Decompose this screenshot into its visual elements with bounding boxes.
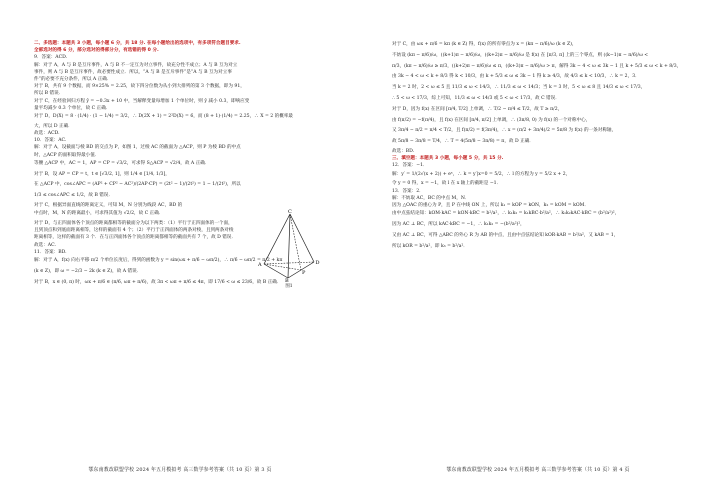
label-c: C xyxy=(288,209,292,215)
text-line: 对于 B，x ∈ (0, π) 时，ωx + π/6 ∈ (π/6, ωπ + π/6)，故 3π < ωπ + π/6 ≤ 4π，即 17/6 < ω ≤ 23/6，故 B 正确． xyxy=(34,279,282,285)
label-d: D xyxy=(315,260,320,266)
text-line: 9．答案：ACD. xyxy=(34,55,68,61)
text-line: 故选：BD. xyxy=(392,148,415,154)
edge-cd xyxy=(290,214,314,262)
text-line: 件”的必要不充分条件，所以 A 正确． xyxy=(34,77,112,83)
text-line: 解：不妨取 AC，BC 的中点 M，N． xyxy=(392,195,470,201)
text-line: 时，△ACP 的面积取得最小值． xyxy=(34,152,100,158)
text-line: 全部选对的得 6 分，部分选对的得部分分，有选错的得 0 分. xyxy=(34,48,159,54)
page-footer-left: 鄂东南教改联盟学校 2024 年五月模拟考 高三数学参考答案（共 10 页）第 3 页 xyxy=(88,467,272,473)
text-line: 11．答案：BD. xyxy=(34,249,67,255)
text-line: 对于 C，在经验回归方程 ŷ = −0.3x + 10 中，当解释变量每增加 1 个单位时，则 ŷ 减小 0.3，即响应变 xyxy=(34,98,250,104)
segment-cp xyxy=(290,214,301,270)
tetrahedron-figure xyxy=(258,208,320,288)
text-line: 10．答案：AC. xyxy=(34,138,67,144)
text-line: π/3，(kπ − π/6)/ω ≥ π/3，((k+2)π − π/6)/ω ≤ π，((k+3)π − π/6)/ω > π，解得 3k − 4 < ω ≤ 3k − 1 且 k + 5/3 ≤ ω < k + 8/3， xyxy=(392,63,682,69)
text-line: 13．答案：2． xyxy=(392,188,424,194)
text-line: 由中点弦结论知：kOM·kAC = kON·kBC = b²/a²，∴ k₁k₂ = k₁kBC·b²/a²，∴ k₁k₂kAC·kBC = (b²/a²)²， xyxy=(392,211,620,217)
figure-caption: 图1 xyxy=(285,284,293,289)
text-line: 解：对于 A，f(x) 向右平移 π/2 个单位长度后，得到的函数为 y = sin(ωx + π/6 − ωπ/2)，∴ π/6 − ωπ/2 = π/2 + kπ xyxy=(34,258,283,264)
text-line: 又由 AC ⊥ BC，可得 △ABC 的外心 R 为 AB 的中点，且由中点弦结论知 kOR·kAB = b²/a²，又 kAB = 1， xyxy=(392,232,619,238)
text-line: 因为 △OAC 的重心为 P，且 P 在中线 ON 上，所以 k₁ = kOP = kON，k₂ = kOM = kOM． xyxy=(392,202,589,208)
text-line: 1/3 ≤ cos∠APC ≤ 1/2，故 B 错误． xyxy=(34,193,114,199)
text-line: 大，所以 D 正确． xyxy=(34,123,73,129)
text-line: 二、多选题：本题共 3 小题，每小题 6 分，共 18 分. 在每小题给出的选项中，有多项符合题目要求. xyxy=(34,41,241,46)
text-line: ∴ 5 < ω < 17/3，综上可知，11/3 ≤ ω < 14/3 或 5 < ω < 17/3，故 C 错误． xyxy=(392,95,560,101)
text-line: 事件，则 A 与 B 是互斥事件，故必要性成立．所以，“A 与 B 是互斥事件”是“A 与 B 互为对立事 xyxy=(34,69,232,75)
tetrahedron-diagram xyxy=(258,208,320,282)
text-line: 故选：AC. xyxy=(34,242,56,248)
label-a: A xyxy=(258,262,262,268)
text-line: (k ∈ Z)，即 ω = −2/3 − 2k (k ∈ Z)，故 A 错误． xyxy=(34,268,142,274)
text-line: 当 k = 2 时，2 < ω ≤ 5 且 11/3 ≤ ω < 14/3，∴ 11/3 ≤ ω < 14/3；当 k = 3 时，5 < ω ≤ 8 且 14/3 ≤ ω < 17/3， xyxy=(392,85,646,91)
text-line: 在 △ACP 中，cos∠APC = (AP² + CP² − AC²)/(2AP·CP) = (2t² − 1)/(2t²) = 1 − 1/(2t²)，所以 xyxy=(34,182,241,188)
page-footer-right: 鄂东南教改联盟学校 2024 年五月模拟考 高三数学参考答案（共 10 页）第 4 页 xyxy=(446,467,630,473)
text-line: 解：对于 A，设截面与棱 BD 的交点为 P，如图 1，过棱 AC 的截面为 △ACP，则 P 为棱 BD 的中点 xyxy=(34,145,241,151)
text-line: 对于 B，设 AP = CP = t，t ∈ [√3/2, 1]，则 1/4 ∈ [1/4, 1/3]， xyxy=(34,171,170,177)
text-line: 因为 AC ⊥ BC，所以 kAC·kBC = −1，∴ k₁k₂ = −(b²/a²)²， xyxy=(392,221,525,227)
text-line: 三、填空题：本题共 3 小题，每小题 5 分，共 15 分. xyxy=(392,156,504,162)
text-line: 对于 D，因为 f(x) 在区间 [π/4, T/2] 上单调，∴ T/2 − π/4 ≤ T/2，故 T ≥ π/2， xyxy=(392,106,563,112)
text-line: 由 3k − 4 < ω < k + 8/3 得 k < 10/3，由 k + 5/3 ≤ ω ≤ 3k − 1 得 k ≥ 4/3，故 4/3 ≤ k < 10/3，∴ k = 2，3． xyxy=(392,74,640,80)
text-line: 又 3π/4 − π/2 = π/4 < T/2，且 f(π/2) = f(3π/4)，∴ x = (π/2 + 3π/4)/2 = 5π/8 为 f(x) 的一条对称轴， xyxy=(392,128,617,134)
text-line: 距离相等，这样的截面有 3 个．在与正四面体各个顶点的距离都相等的截面共有 7 个，故 D 错误． xyxy=(34,235,237,241)
text-line: 对于 D，D(X) = 8 · (1/4) · (1 − 1/4) = 3/2，∴ D(2X + 1) = 2²D(X) = 6，而 (8 + 1)·(1/4) = 2.25，∴ X = 2 的概率最 xyxy=(34,114,294,120)
text-line: 不妨设 (kπ − π/6)/ω，((k+1)π − π/6)/ω，((k+2)π − π/6)/ω 是 f(x) 在 [π/3, π] 上的三个零点，则 ((k−1)π − π/6)/ω < xyxy=(392,52,649,58)
right-column xyxy=(392,40,684,460)
text-line: 对于 C，由 ωx + π/6 = kπ (k ∈ Z) 得，f(x) 的所有零点为 x = (kπ − π/6)/ω (k ∈ Z)， xyxy=(392,42,577,47)
text-line: 令 y = 0 得，x = −1，故 l 在 x 轴上的截距是 −1． xyxy=(392,181,502,187)
label-b: B xyxy=(285,278,289,282)
text-line: 量平均减少 0.3 个单位，故 C 正确． xyxy=(34,105,111,111)
text-line: 解：y′ = 1/(2√(x + 2)) + eˣ，∴ k = y′|x=0 = 5/2，∴ l 的方程为 y = 5/2 x + 2， xyxy=(392,171,571,177)
text-line: 中点时，M，N 的距离最小，可求得其值为 √2/2，故 C 正确． xyxy=(34,211,164,217)
edge-ca xyxy=(264,214,290,264)
text-line: 对于 D，与正四面体各个顶点的距离都相等的截面分为以下两类：（1）平行于正四面体的一个面， xyxy=(34,221,233,227)
label-p: P xyxy=(302,270,306,276)
text-line: 对于 B，共有 9 个数据，而 9×25% = 2.25，故下四分位数为从小到大排列的第 3 个数据，即为 91， xyxy=(34,84,245,90)
text-line: 故选：ACD. xyxy=(34,131,60,137)
text-line: 等腰 △ACP 中，AC = 1，AP = CP = √3/2，可求得 S△ACP = √2/4，故 A 正确． xyxy=(34,160,210,166)
text-line: 且到顶点和到底面距离相等，这样的截面有 4 个；（2）平行于正四面体的两条对棱，且到两条对棱 xyxy=(34,228,234,234)
text-line: 由 f(π/2) = −f(π/4)，且 f(x) 在区间 [π/4, π/2] 上单调，∴ (3π/8, 0) 为 f(x) 的一个对称中心， xyxy=(392,117,591,123)
text-line: 故 5π/8 − 3π/8 = T/4，∴ T = 4(5π/8 − 3π/8) = π，故 D 正确． xyxy=(392,139,534,145)
edge-ad-hidden xyxy=(264,262,314,264)
text-line: 解：对于 A，A 与 B 是互斥事件，A 与 B 不一定互为对立事件，故充分性不成立；A 与 B 互为对立 xyxy=(34,62,238,68)
text-line: 对于 C，根据异面直线的距离定义，可知 M，N 分别为线段 AC，BD 的 xyxy=(34,203,183,209)
text-line: 所以 kOR = b²/a²，即 k₃ = b²/a²． xyxy=(392,243,468,249)
text-line: 12．答案：−1． xyxy=(392,163,428,169)
text-line: 所以 B 错误． xyxy=(34,91,64,97)
